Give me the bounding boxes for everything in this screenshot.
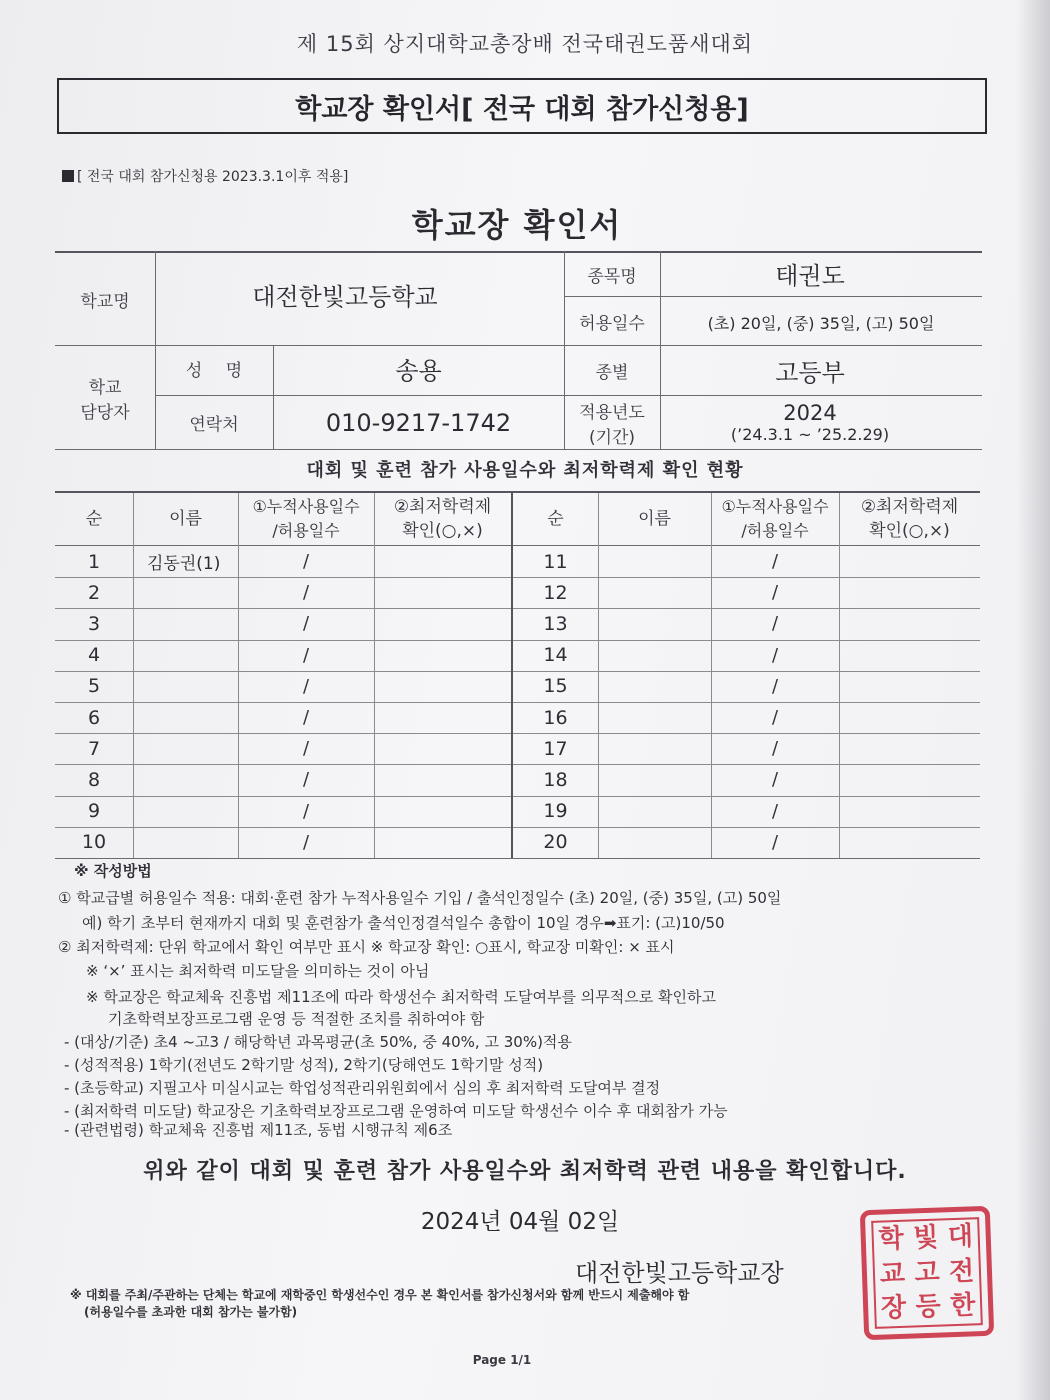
square-bullet-icon	[62, 170, 74, 182]
method-line-7: - (대상/기준) 초4 ~고3 / 해당학년 과목평균(초 50%, 중 40%, 고 30%)적용	[64, 1033, 572, 1051]
contact-label: 연락처	[189, 415, 239, 435]
row-days: /	[771, 675, 779, 697]
row-min-check	[839, 608, 980, 639]
row-divider	[55, 640, 511, 641]
row-days: /	[302, 675, 310, 697]
row-divider	[513, 827, 980, 828]
row-number: 15	[543, 675, 568, 698]
school-label: 학교명	[80, 291, 130, 312]
method-line-10: - (최저학력 미도달) 학교장은 기초학력보장프로그램 운영하여 미도달 학생선수 이수 후 대회참가 가능	[64, 1102, 728, 1120]
name-value: 송용	[395, 357, 442, 385]
official-seal	[860, 1206, 994, 1340]
row-number: 11	[543, 550, 568, 573]
row-days: /	[302, 800, 310, 822]
row-number: 20	[543, 831, 568, 854]
header-days-line2: /허용일수	[272, 521, 340, 540]
row-divider	[55, 733, 511, 734]
header-min-line1: ②최저학력제	[393, 497, 492, 517]
row-name	[598, 827, 711, 858]
row-number: 14	[543, 644, 568, 667]
seal-char: 등	[915, 1291, 942, 1323]
year-label-line1: 적용년도	[579, 402, 645, 423]
contact-value: 010-9217-1742	[325, 408, 512, 437]
footnote-line-2: (허용일수를 초과한 대회 참가는 불가함)	[84, 1305, 298, 1319]
row-days: /	[302, 582, 310, 604]
staff-label	[55, 346, 155, 449]
row-number: 1	[87, 550, 101, 573]
row-days: /	[771, 644, 779, 666]
row-divider	[55, 702, 511, 703]
year-label	[564, 396, 660, 449]
row-days: /	[302, 738, 310, 760]
row-divider	[55, 671, 511, 672]
method-line-6: 기초학력보장프로그램 운영 등 적절한 조치를 취하여야 함	[108, 1010, 485, 1028]
row-days: /	[302, 769, 310, 791]
year-label-line2: (기간)	[588, 427, 636, 448]
row-name	[598, 702, 711, 733]
seal-characters	[871, 1217, 983, 1329]
row-number: 6	[87, 706, 101, 729]
row-days: /	[771, 707, 779, 729]
row-divider	[513, 702, 980, 703]
row-min-check	[374, 546, 511, 577]
row-number: 12	[543, 581, 568, 604]
row-name	[133, 764, 238, 795]
footnote	[70, 1287, 689, 1321]
row-name	[598, 546, 711, 577]
box-title: 학교장 확인서[ 전국 대회 참가신청용]	[57, 78, 987, 134]
method-heading: ※ 작성방법	[74, 862, 152, 880]
column-divider	[238, 493, 239, 858]
event-label: 종목명	[587, 267, 637, 287]
row-name	[133, 827, 238, 858]
allowed-label: 허용일수	[579, 313, 645, 334]
method-line-5: ※ 학교장은 학교체육 진흥법 제11조에 따라 학생선수 최저학력 도달여부를 의무적으로 확인하고	[86, 988, 716, 1006]
staff-label-line2: 담당자	[80, 402, 130, 423]
header-no-right: 순	[547, 509, 564, 529]
row-name	[133, 796, 238, 827]
row-number: 13	[543, 612, 568, 635]
seal-char: 교	[879, 1258, 906, 1290]
row-min-check	[839, 733, 980, 764]
row-min-check	[374, 640, 511, 671]
seal-char: 학	[878, 1223, 905, 1255]
row-min-check	[374, 702, 511, 733]
row-min-check	[374, 671, 511, 702]
row-min-check	[839, 546, 980, 577]
roster-caption: 대회 및 훈련 참가 사용일수와 최저학력제 확인 현황	[306, 460, 744, 481]
method-line-3: ② 최저학력제: 단위 학교에서 확인 여부만 표시 ※ 학교장 확인: ○표시, 학교장 미확인: × 표시	[58, 938, 675, 956]
header-min-right	[839, 493, 980, 545]
header-name-left: 이름	[169, 509, 202, 529]
row-number: 5	[87, 675, 101, 698]
confirmation-text: 위와 같이 대회 및 훈련 참가 사용일수와 최저학력 관련 내용을 확인합니다.	[143, 1159, 907, 1184]
header-min-line1: ②최저학력제	[860, 497, 959, 517]
header-days-line1: ①누적사용일수	[721, 497, 829, 516]
row-divider	[513, 577, 980, 578]
row-number: 19	[543, 800, 568, 823]
row-name	[133, 577, 238, 608]
row-min-check	[839, 577, 980, 608]
principal-name: 대전한빛고등학교장	[575, 1259, 784, 1287]
row-divider	[513, 733, 980, 734]
row-name	[598, 640, 711, 671]
header-days-right	[711, 493, 839, 545]
row-name	[133, 733, 238, 764]
row-days: /	[771, 582, 779, 604]
division-value: 고등부	[775, 359, 845, 387]
row-number: 7	[87, 737, 101, 760]
row-min-check	[374, 796, 511, 827]
year-value-cell	[660, 396, 960, 449]
method-line-1: ① 학교급별 허용일수 적용: 대회·훈련 참가 누적사용일수 기입 / 출석인정일수 (초) 20일, (중) 35일, (고) 50일	[58, 889, 782, 907]
row-min-check	[374, 608, 511, 639]
row-days: /	[302, 707, 310, 729]
column-divider	[839, 493, 840, 858]
row-number: 4	[87, 644, 101, 667]
row-number: 17	[543, 737, 568, 760]
event-value: 태권도	[775, 261, 845, 290]
row-name	[598, 796, 711, 827]
row-min-check	[374, 577, 511, 608]
row-min-check	[374, 827, 511, 858]
row-name	[598, 764, 711, 795]
row-days: /	[302, 644, 310, 666]
row-days: /	[771, 738, 779, 760]
column-divider	[133, 493, 134, 858]
row-divider	[513, 764, 980, 765]
row-name	[133, 608, 238, 639]
row-divider	[55, 608, 511, 609]
row-days: /	[771, 551, 779, 573]
row-days: /	[302, 831, 310, 853]
row-number: 16	[543, 706, 568, 729]
competition-title: 제 15회 상지대학교총장배 전국태권도품새대회	[296, 32, 754, 56]
column-divider	[711, 493, 712, 858]
header-min-left	[374, 493, 511, 545]
row-days: /	[771, 800, 779, 822]
row-divider	[513, 796, 980, 797]
row-days: /	[302, 551, 310, 573]
year-value: 2024	[783, 401, 837, 425]
row-divider	[55, 577, 511, 578]
row-divider	[55, 796, 511, 797]
header-days-left	[238, 493, 374, 545]
seal-char: 장	[880, 1293, 907, 1324]
doc-title: 학교장 확인서	[411, 206, 623, 244]
row-name: 김동권(1)	[147, 554, 221, 575]
row-min-check	[839, 796, 980, 827]
row-days: /	[302, 613, 310, 635]
column-divider	[598, 493, 599, 858]
row-min-check	[839, 827, 980, 858]
row-min-check	[839, 671, 980, 702]
seal-char: 전	[948, 1256, 975, 1287]
row-min-check	[839, 640, 980, 671]
row-divider	[55, 764, 511, 765]
row-divider	[513, 608, 980, 609]
top-note	[62, 166, 348, 186]
row-days: /	[771, 831, 779, 853]
row-name	[133, 671, 238, 702]
seal-char: 빛	[912, 1222, 939, 1254]
row-min-check	[374, 733, 511, 764]
header-no-left: 순	[85, 509, 103, 529]
method-line-4: ※ ‘×’ 표시는 최저학력 미도달을 의미하는 것이 아님	[86, 962, 430, 980]
row-name	[598, 608, 711, 639]
method-line-2: 예) 학기 초부터 현재까지 대회 및 훈련참가 출석인정결석일수 총합이 10일 경우➡표기: (고)10/50	[82, 914, 725, 932]
header-days-line2: /허용일수	[741, 521, 809, 540]
name-label: 성 명	[185, 361, 243, 381]
row-name	[598, 577, 711, 608]
period-value: (’24.3.1 ~ ’25.2.29)	[730, 425, 890, 444]
seal-char: 고	[913, 1257, 941, 1289]
row-divider	[55, 827, 511, 828]
row-days: /	[771, 613, 779, 635]
header-min-line2: 확인(○,×)	[869, 521, 950, 541]
method-line-8: - (성적적용) 1학기(전년도 2학기말 성적), 2학기(당해연도 1학기말 성적)	[64, 1056, 544, 1074]
header-name-right: 이름	[638, 509, 671, 529]
row-number: 2	[87, 581, 101, 604]
row-min-check	[839, 764, 980, 795]
row-name	[133, 702, 238, 733]
school-name: 대전한빛고등학교	[252, 282, 438, 311]
footnote-line-1: ※ 대회를 주최/주관하는 단체는 학교에 재학중인 학생선수인 경우 본 확인서를 참가신청서와 함께 반드시 제출해야 함	[70, 1288, 690, 1302]
row-name	[133, 640, 238, 671]
top-note-text: [ 전국 대회 참가신청용 2023.3.1이후 적용]	[77, 169, 349, 185]
header-days-line1: ①누적사용일수	[252, 497, 360, 516]
row-name	[598, 733, 711, 764]
row-number: 18	[543, 768, 568, 791]
row-number: 3	[87, 612, 101, 635]
staff-label-line1: 학교	[88, 377, 122, 398]
row-min-check	[839, 702, 980, 733]
row-divider	[513, 640, 980, 641]
method-line-9: - (초등학교) 지필고사 미실시교는 학업성적관리위원회에서 심의 후 최저학력 도달여부 결정	[64, 1079, 661, 1097]
allowed-value: (초) 20일, (중) 35일, (고) 50일	[707, 314, 935, 333]
page-number: Page 1/1	[472, 1353, 532, 1367]
seal-char: 대	[947, 1221, 974, 1253]
header-min-line2: 확인(○,×)	[402, 521, 483, 541]
row-days: /	[771, 769, 779, 791]
row-number: 10	[81, 831, 107, 854]
row-divider	[513, 671, 980, 672]
row-number: 8	[87, 768, 101, 791]
issue-date: 2024년 04월 02일	[420, 1209, 620, 1235]
division-label: 종별	[595, 363, 629, 383]
seal-char: 한	[949, 1290, 976, 1322]
column-divider	[374, 493, 375, 858]
row-number: 9	[87, 800, 101, 823]
row-min-check	[374, 764, 511, 795]
method-line-11: - (관련법령) 학교체육 진흥법 제11조, 동법 시행규칙 제6조	[64, 1121, 453, 1139]
row-name	[598, 671, 711, 702]
